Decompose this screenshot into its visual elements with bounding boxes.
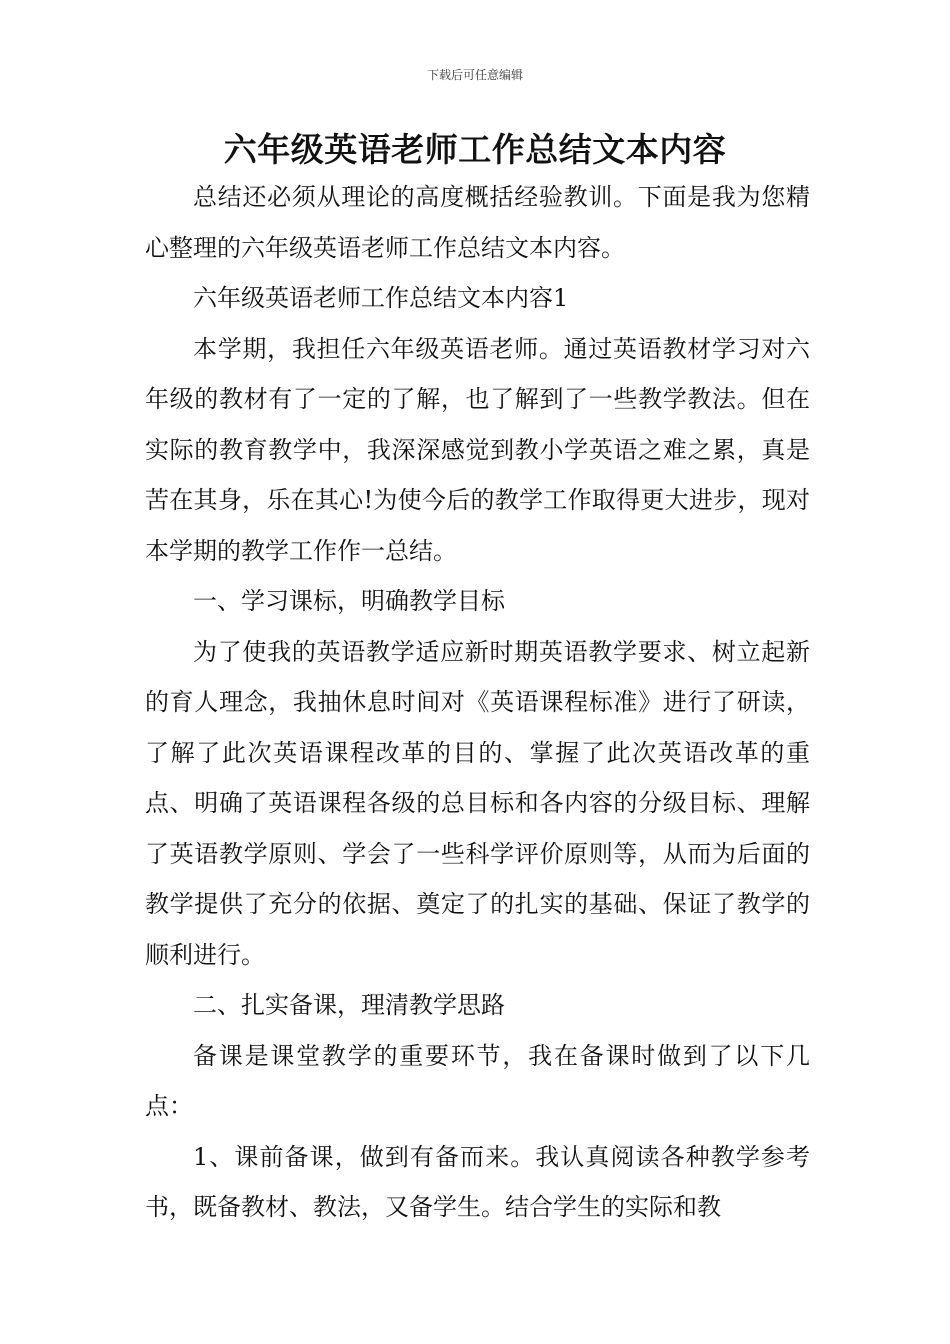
document-title: 六年级英语老师工作总结文本内容 [223, 130, 727, 169]
paragraph-point-1: 1、课前备课，做到有备而来。我认真阅读各种教学参考书，既备教材、教法，又备学生。结合学生的实际和教 [145, 1142, 810, 1221]
document-body [145, 172, 810, 1233]
paragraph-intro: 总结还必须从理论的高度概括经验教训。下面是我为您精心整理的六年级英语老师工作总结文本内容。 [145, 183, 810, 262]
paragraph-lesson-prep: 备课是课堂教学的重要环节，我在备课时做到了以下几点： [145, 1041, 810, 1120]
header-note: 下载后可任意编辑 [426, 68, 523, 82]
section-heading-1: 六年级英语老师工作总结文本内容1 [193, 284, 569, 312]
paragraph-curriculum: 为了使我的英语教学适应新时期英语教学要求、树立起新的育人理念，我抽休息时间对《英语课程标准》进行了研读，了解了此次英语课程改革的目的、掌握了此次英语改革的重点、明确了英语课程各级的总目标和各内容的分级目标、理解了英语教学原则、学会了一些科学评价原则等，从而为后面的教学提供了充分的依据、奠定了的扎实的基础、保证了教学的顺利进行。 [145, 637, 810, 969]
paragraph-summary: 本学期，我担任六年级英语老师。通过英语教材学习对六年级的教材有了一定的了解，也了解到了一些教学教法。但在实际的教育教学中，我深深感觉到教小学英语之难之累，真是苦在其身，乐在其心!为使今后的教学工作取得更大进步，现对本学期的教学工作作一总结。 [145, 334, 810, 565]
subheading-two: 二、扎实备课，理清教学思路 [193, 991, 505, 1019]
subheading-one: 一、学习课标，明确教学目标 [193, 587, 505, 615]
